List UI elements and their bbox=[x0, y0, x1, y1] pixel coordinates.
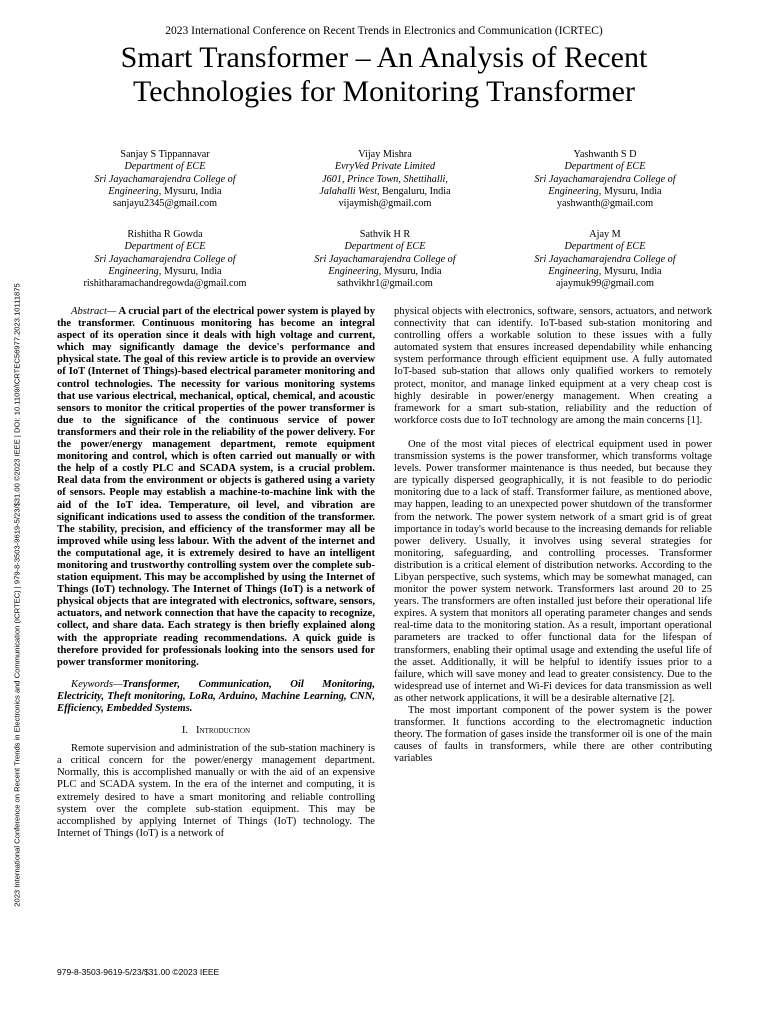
author-affiliation: Sri Jayachamarajendra College of bbox=[314, 253, 456, 265]
author-affiliation: Department of ECE bbox=[564, 161, 646, 173]
author-email: yashwanth@gmail.com bbox=[556, 198, 654, 210]
right-column bbox=[394, 306, 712, 765]
author-location: Mysuru, India bbox=[381, 265, 442, 277]
author-affiliation: EvryVed Private Limited bbox=[334, 161, 436, 173]
author-affiliation: Sri Jayachamarajendra College of bbox=[94, 173, 236, 185]
author-location: Mysuru, India bbox=[161, 265, 222, 277]
author-name: Rishitha R Gowda bbox=[127, 229, 203, 240]
author-affiliation: Engineering, bbox=[108, 265, 162, 277]
author-affiliation: Sri Jayachamarajendra College of bbox=[94, 253, 236, 265]
author-location: Mysuru, India bbox=[161, 185, 222, 197]
author-email: vijaymish@gmail.com bbox=[338, 198, 432, 210]
author-block bbox=[495, 229, 715, 290]
keywords-text: Transformer, Communication, Oil Monitoring, Electricity, Theft monitoring, LoRa, Arduino, Machine Learning, CNN, Efficiency, Embedded Systems. bbox=[57, 678, 375, 714]
author-affiliation: Engineering, bbox=[108, 185, 162, 197]
abstract bbox=[57, 306, 375, 669]
author-name: Sathvik H R bbox=[359, 229, 411, 240]
body-paragraph: physical objects with electronics, software, sensors, actuators, and network connectivity that can identify. IoT-based sub-station monitoring and controlling offers a workable solution to these issues with a fully automated system that ensures increased dependability while enhancing system performance through efficient equipment use. A fully automated IoT-based sub-station that allows only qualified workers to remotely protect, monitor, and manage linked equipment at a very cheap cost is highly desirable in power/energy management. When creating a framework for a smart sub-station, reliability and the reduction of workforce costs due to IoT technology are among the main concerns [1]. bbox=[394, 306, 712, 426]
author-affiliation: Department of ECE bbox=[564, 241, 646, 253]
author-email: sanjayu2345@gmail.com bbox=[112, 198, 218, 210]
title-line-1: Smart Transformer – An Analysis of Recent bbox=[120, 41, 648, 74]
copyright-footer: 979-8-3503-9619-5/23/$31.00 ©2023 IEEE bbox=[57, 967, 220, 977]
author-affiliation: Engineering, bbox=[328, 265, 382, 277]
author-email: sathvikhr1@gmail.com bbox=[337, 278, 433, 290]
author-name: Sanjay S Tippannavar bbox=[120, 149, 210, 160]
author-location: Bengaluru, India bbox=[379, 185, 451, 197]
author-block bbox=[55, 149, 275, 210]
paper-title bbox=[30, 41, 738, 109]
doi-sidebar-text: 2023 International Conference on Recent Trends in Electronics and Communication (ICRTEC) | 979-8-3503-9619-5/23/$31.00 ©2023 IEEE | DOI: 10.1109/ICRTEC56977.2023.10111875 bbox=[12, 283, 22, 907]
section-number: I. bbox=[181, 725, 189, 737]
author-affiliation: Jalahalli West, bbox=[319, 185, 380, 197]
author-name: Vijay Mishra bbox=[358, 149, 412, 160]
body-paragraph: One of the most vital pieces of electrical equipment used in power transmission systems is the power transformer, which transforms voltage levels. Power transformer maintenance is thus needed, but because they are typically dispersed geographically, it is not feasible to do periodic monitoring due to a lack of staff. Transformer failure, as mentioned above, may happen, leading to an unexpected power shutdown of the transformer from the network. The power system network of a smart grid is of great importance in today's world because to the increasing demands for reliable power delivery. Usually, it involves using several strategies for monitoring, safeguarding, and controlling processes. Transformer distribution is a critical element of distribution networks. According to the Libyan perspective, such systems, which may be somewhat managed, can monitor the power system network. Transformers last around 20 to 25 years. The transformers are often installed just before their operational life expires. A system that monitors all operating parameter changes and sends real-time data to the monitoring station. As a result, important operational parameters are tracked to offer functional data for the lifespan of transformers, enabling their optimal usage and extending the useful life of the asset. Additionally, it will be helpful to identify issues prior to a failure, which will save money and lead to greater consistency. Due to the widespread use of internet and Wi-Fi devices for data transmission as well as other network applications, it will be a desirable alternative [2]. bbox=[394, 438, 712, 704]
author-affiliation: Department of ECE bbox=[344, 241, 426, 253]
abstract-label: Abstract— bbox=[71, 306, 117, 317]
body-paragraph: The most important component of the power system is the power transformer. It functions according to the electromagnetic induction theory. The formation of gases inside the transformer oil is one of the main causes of faults in transformers, while there are other contributing variables bbox=[394, 705, 712, 765]
author-location: Mysuru, India bbox=[601, 265, 662, 277]
author-location: Mysuru, India bbox=[601, 185, 662, 197]
section-title: Introduction bbox=[196, 725, 251, 737]
author-block bbox=[275, 149, 495, 210]
author-affiliation: Sri Jayachamarajendra College of bbox=[534, 253, 676, 265]
keywords bbox=[57, 679, 375, 715]
section-heading bbox=[57, 725, 375, 737]
author-email: ajaymuk99@gmail.com bbox=[556, 278, 654, 290]
author-email: rishitharamachandregowda@gmail.com bbox=[83, 278, 247, 290]
author-affiliation: Sri Jayachamarajendra College of bbox=[534, 173, 676, 185]
abstract-text: A crucial part of the electrical power system is played by the transformer. Continuous monitoring has become an integral aspect of its operation since it deals with high voltage and current, which may significantly damage the device's performance and physical state. The goal of this review article is to provide an overview of IoT (Internet of Things)-based electrical parameter monitoring and control technologies. The necessity for various monitoring systems that use various electrical, mechanical, optical, chemical, and acoustic sensors to monitor the critical properties of the power transformer is due to the significance of the continuous service of power transformers and their role in the reliability of the power delivery. For the power/energy management department, remote equipment monitoring and control, which is often carried out manually or with the help of a costly PLC and SCADA system, is a crucial problem. Real data from the environment or objects is gathered using a variety of sensors. People may establish a machine-to-machine link with the aid of the IoT idea. Temperature, oil level, and vibration are significant indications used to assess the condition of the transformer. The stability, precision, and efficiency of the transformer may all be improved while using less labour. With the advent of the internet and the computational age, it is extremely desired to have an intelligent monitoring and trustworthy controlling system over the complete sub-station equipment. This may be accomplished by using the Internet of Things (IoT) technology. The Internet of Things (IoT) is a network of physical objects that are integrated with electronics, software, sensors, actuators, and network connection that have the capacity to recognize, collect, and share data. Each strategy is then briefly explained along with the appropriate reading recommendations. A quick guide is therefore provided for professionals looking into the sensors used for power transformer monitoring. bbox=[57, 306, 375, 668]
author-affiliation: Department of ECE bbox=[124, 241, 206, 253]
author-name: Yashwanth S D bbox=[573, 149, 637, 160]
left-column bbox=[57, 306, 375, 840]
author-affiliation: Engineering, bbox=[548, 265, 602, 277]
author-row-2 bbox=[55, 229, 715, 290]
title-line-2: Technologies for Monitoring Transformer bbox=[132, 75, 635, 108]
conference-header: 2023 International Conference on Recent Trends in Electronics and Communication (ICRTEC) bbox=[165, 25, 603, 37]
author-row-1 bbox=[55, 149, 715, 210]
keywords-label: Keywords— bbox=[71, 678, 123, 690]
author-block bbox=[55, 229, 275, 290]
author-name: Ajay M bbox=[589, 229, 621, 240]
author-affiliation: J601, Prince Town, Shettihalli, bbox=[322, 173, 448, 185]
body-paragraph: Remote supervision and administration of the sub-station machinery is a critical concern for the power/energy management department. Normally, this is accomplished manually or with the aid of an expensive PLC and SCADA system. In the era of the internet and computing, it is extremely desired to have a smart monitoring and reliable controlling system over the complete sub-station equipment. This may be accomplished by applying Internet of Things (IoT) technology. The Internet of Things (IoT) is a network of bbox=[57, 743, 375, 839]
author-block bbox=[275, 229, 495, 290]
doi-sidebar bbox=[8, 225, 26, 965]
author-block bbox=[495, 149, 715, 210]
author-affiliation: Department of ECE bbox=[124, 161, 206, 173]
author-affiliation: Engineering, bbox=[548, 185, 602, 197]
